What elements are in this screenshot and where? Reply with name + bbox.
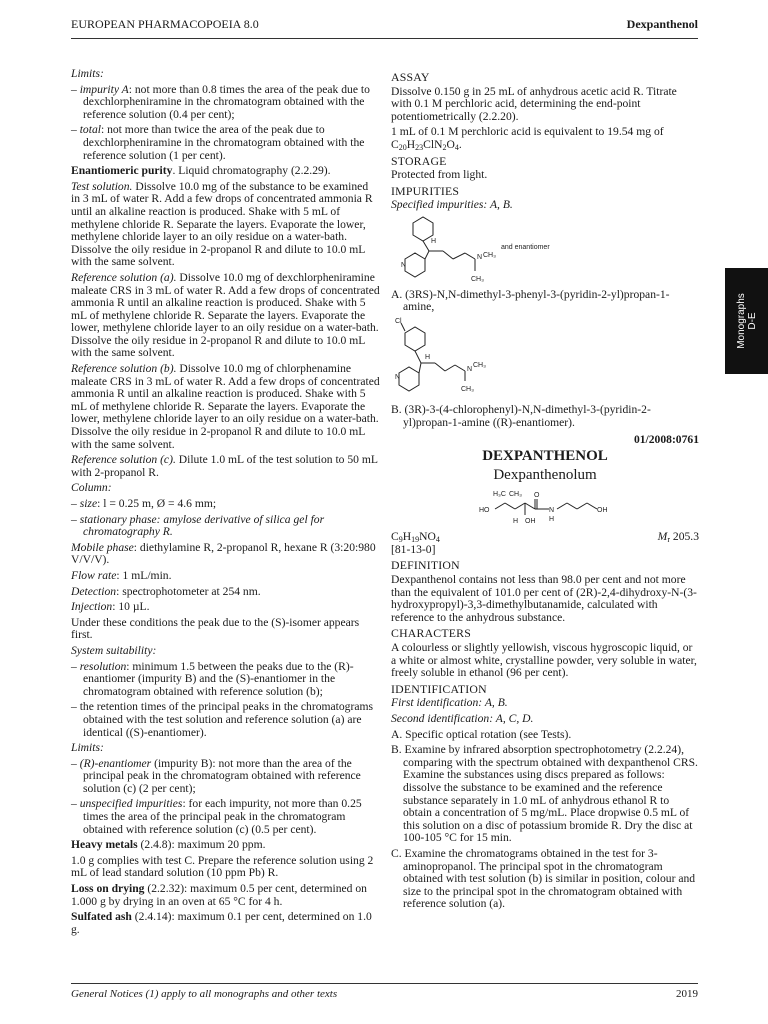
storage-heading: STORAGE xyxy=(391,153,447,168)
svg-text:N: N xyxy=(401,261,407,269)
mobile-phase: Mobile phase: diethylamine R, 2-propanol R, hexane R (3:20:980 V/V/V). xyxy=(71,540,376,567)
column-size: – size: l = 0.25 m, Ø = 4.6 mm; xyxy=(71,497,217,510)
loss-on-drying: Loss on drying (2.2.32): maximum 0.5 per cent, determined on 1.000 g by drying in an oven at 65 °C for 4 h. xyxy=(71,882,367,908)
svg-text:H: H xyxy=(425,353,431,361)
identification-c: C. Examine the chromatograms obtained in the test for 3-aminopropanol. The principal spot in the chromatogram obtained with test solution (b) is similar in position, colour and size to the principal spot in the chromatogram obtained with reference solution (a). xyxy=(391,846,696,911)
enantiomeric-purity: Enantiomeric purity. Liquid chromatography (2.2.29). xyxy=(71,164,331,178)
identification-b: B. Examine by infrared absorption spectrophotometry (2.2.24), comparing with the spectrum obtained with dexpanthenol CRS. Examine the substances using discs prepared as follows: dissolve the substance to be examined and the reference substance separately in 1.0 mL of anhydrous ethanol R to obtain a concentration of 5 mg/mL. Place dropwise 0.5 mL of this solution on a disc of potassium bromide R. Dry the disc at 100-105 °C for 15 min. xyxy=(391,743,698,845)
r-enantiomer-limit: – (R)-enantiomer (impurity B): not more than the area of the principal peak in the chromatogram obtained with reference solution (c) (2 per cent); xyxy=(71,756,361,795)
cas-number: [81-13-0] xyxy=(391,542,436,556)
right-column xyxy=(391,68,699,914)
svg-text:H: H xyxy=(513,518,519,526)
system-suitability-label: System suitability: xyxy=(71,643,157,657)
dexpanthenol-structure xyxy=(391,487,699,527)
specified-impurities: Specified impurities: A, B. xyxy=(391,198,513,212)
svg-text:H: H xyxy=(549,516,555,524)
definition-text: Dexpanthenol contains not less than 98.0 per cent and not more than the equivalent of 101.0 per cent of (2R)-2,4-dihydroxy-N-(3-hydroxypropyl)-3,3-dimethylbutanamide, calculated with reference to the anhydrous substance. xyxy=(391,573,697,624)
reference-solution-a: Reference solution (a). Dissolve 10.0 mg of dexchlorpheniramine maleate CRS in 3 mL of water R. Add a few drops of concentrated ammonia R until an alkaline reaction is produced. Shake with 5 mL of methylene chloride R. Separate the layers. Evaporate the lower, methylene chloride layer to an oily residue on a water-bath. Dissolve the oily residue in 2-propanol R and dilute to 10.0 mL with the same solvent. xyxy=(71,270,380,360)
characters-heading: CHARACTERS xyxy=(391,626,472,641)
assay-text: Dissolve 0.150 g in 25 mL of anhydrous acetic acid R. Titrate with 0.1 M perchloric acid, determining the end-point potentiometrically (2.2.20). xyxy=(391,84,677,123)
column-label: Column: xyxy=(71,481,112,495)
svg-text:CH₃: CH₃ xyxy=(471,275,484,283)
molecular-mass: $M_r$ 205.3 xyxy=(657,529,699,544)
characters-text: A colourless or slightly yellowish, viscous hygroscopic liquid, or a white or almost white, crystalline powder, very soluble in water, freely soluble in ethanol (96 per cent). xyxy=(391,641,697,680)
limits-label-2: Limits: xyxy=(71,741,104,755)
test-solution: Test solution. Dissolve 10.0 mg of the substance to be examined in 3 mL of water R. Add a few drops of concentrated ammonia R until an alkaline reaction is produced. Shake with 5 mL of methylene chloride R. Separate the layers. Evaporate the lower, methylene chloride layer to an oily residue on a water-bath. Dissolve the oily residue in 2-propanol R and dilute to 10.0 mL with the same solvent. xyxy=(71,179,373,269)
svg-text:CH₃: CH₃ xyxy=(483,251,496,259)
limits-label: Limits: xyxy=(71,67,104,80)
assay-heading: ASSAY xyxy=(391,70,430,84)
impurity-a-name: A. (3RS)-N,N-dimethyl-3-phenyl-3-(pyridin-2-yl)propan-1-amine, xyxy=(391,287,670,314)
monograph-title: DEXPANTHENOL xyxy=(482,448,608,465)
retention-requirement: – the retention times of the principal peaks in the chromatograms obtained with the test solution and reference solution (a) are identical ((S)-enantiomer). xyxy=(71,700,374,739)
total-limit: – total: not more than twice the area of the peak due to dexchlorpheniramine in the chromatogram obtained with the reference solution (1 per cent). xyxy=(71,123,365,162)
footer-notice: General Notices (1) apply to all monographs and other texts xyxy=(71,988,338,1000)
storage-text: Protected from light. xyxy=(391,168,488,182)
conditions-note: Under these conditions the peak due to the (S)-isomer appears first. xyxy=(71,615,360,642)
svg-text:CH₃: CH₃ xyxy=(509,491,522,499)
impurity-b-structure xyxy=(391,317,691,401)
sulfated-ash: Sulfated ash (2.4.14): maximum 0.1 per cent, determined on 1.0 g. xyxy=(71,910,372,936)
svg-text:HO: HO xyxy=(479,507,490,515)
svg-text:O: O xyxy=(534,492,540,500)
formula-row xyxy=(391,531,699,544)
resolution-requirement: – resolution: minimum 1.5 between the peaks due to the (R)-enantiomer (impurity B) and the (S)-enantiomer in the chromatogram obtained with reference solution (b); xyxy=(71,659,354,698)
impurity-b-name: B. (3R)-3-(4-chlorophenyl)-N,N-dimethyl-3-(pyridin-2-yl)propan-1-amine ((R)-enantiomer). xyxy=(391,403,651,429)
flow-rate: Flow rate: 1 mL/min. xyxy=(71,568,172,582)
svg-text:CH₃: CH₃ xyxy=(473,361,486,369)
unspecified-impurities-limit: – unspecified impurities: for each impurity, not more than 0.25 times the area of the principal peak in the chromatogram obtained with reference solution (c) (0.5 per cent). xyxy=(71,797,362,836)
definition-heading: DEFINITION xyxy=(391,558,460,573)
svg-text:N: N xyxy=(467,365,473,373)
svg-text:N: N xyxy=(477,253,483,261)
side-tab-line1: Monographs xyxy=(735,293,747,349)
detection: Detection: spectrophotometer at 254 nm. xyxy=(71,584,261,598)
first-identification: First identification: A, B. xyxy=(391,696,508,710)
page-footer xyxy=(71,983,698,1000)
left-column xyxy=(71,68,380,939)
svg-text:H: H xyxy=(431,237,437,245)
monographs-side-tab xyxy=(725,268,768,374)
impurity-a-structure xyxy=(391,215,691,285)
header-monograph-name: Dexpanthenol xyxy=(626,17,698,31)
reference-solution-c: Reference solution (c). Dilute 1.0 mL of the test solution to 50 mL with 2-propanol R. xyxy=(71,453,378,479)
impurities-heading: IMPURITIES xyxy=(391,183,460,198)
stationary-phase: – stationary phase: amylose derivative of silica gel for chromatography R. xyxy=(71,512,325,539)
heavy-metals-detail: 1.0 g complies with test C. Prepare the reference solution using 2 mL of lead standard solution (10 ppm Pb) R. xyxy=(71,853,374,880)
reference-solution-b: Reference solution (b). Dissolve 10.0 mg of chlorphenamine maleate CRS in 3 mL of water R. Add a few drops of concentrated ammonia R until an alkaline reaction is produced. Shake with 5 mL of methylene chloride R. Separate the layers. Evaporate the lower, methylene chloride layer to an oily residue on a water-bath. Dissolve the oily residue in 2-propanol R and dilute to 10.0 mL with the same solvent. xyxy=(71,362,380,451)
injection: Injection: 10 µL. xyxy=(71,600,150,614)
svg-text:OH: OH xyxy=(597,507,608,515)
molecular-formula: $C_9H_{19}NO_4$ xyxy=(391,529,440,544)
svg-text:Cl: Cl xyxy=(395,317,402,325)
svg-text:CH₃: CH₃ xyxy=(461,385,474,393)
second-identification: Second identification: A, C, D. xyxy=(391,712,534,725)
assay-equivalence: 1 mL of 0.1 M perchloric acid is equivalent to 19.54 mg of $C_{20}H_{23}ClN_2O_4$. xyxy=(391,125,664,152)
svg-text:N: N xyxy=(395,373,401,381)
svg-text:H₃C: H₃C xyxy=(493,491,506,499)
heavy-metals: Heavy metals (2.4.8): maximum 20 ppm. xyxy=(71,838,266,852)
impurity-a-limit: – impurity A: not more than 0.8 times the area of the peak due to dexchlorpheniramine in the chromatogram obtained with the reference solution (0.4 per cent); xyxy=(71,82,370,121)
svg-text:N: N xyxy=(549,507,555,515)
enantiomer-note: and enantiomer xyxy=(501,243,550,251)
identification-heading: IDENTIFICATION xyxy=(391,681,487,696)
svg-text:OH: OH xyxy=(525,518,536,526)
page-number: 2019 xyxy=(676,988,698,1000)
identification-a: A. Specific optical rotation (see Tests). xyxy=(391,727,572,741)
side-tab-line2: D-E xyxy=(746,312,758,330)
monograph-reference: 01/2008:0761 xyxy=(633,432,699,446)
monograph-latin-name: Dexpanthenolum xyxy=(493,466,597,483)
page-header xyxy=(71,14,698,39)
header-pharmacopoeia: EUROPEAN PHARMACOPOEIA 8.0 xyxy=(71,17,259,31)
